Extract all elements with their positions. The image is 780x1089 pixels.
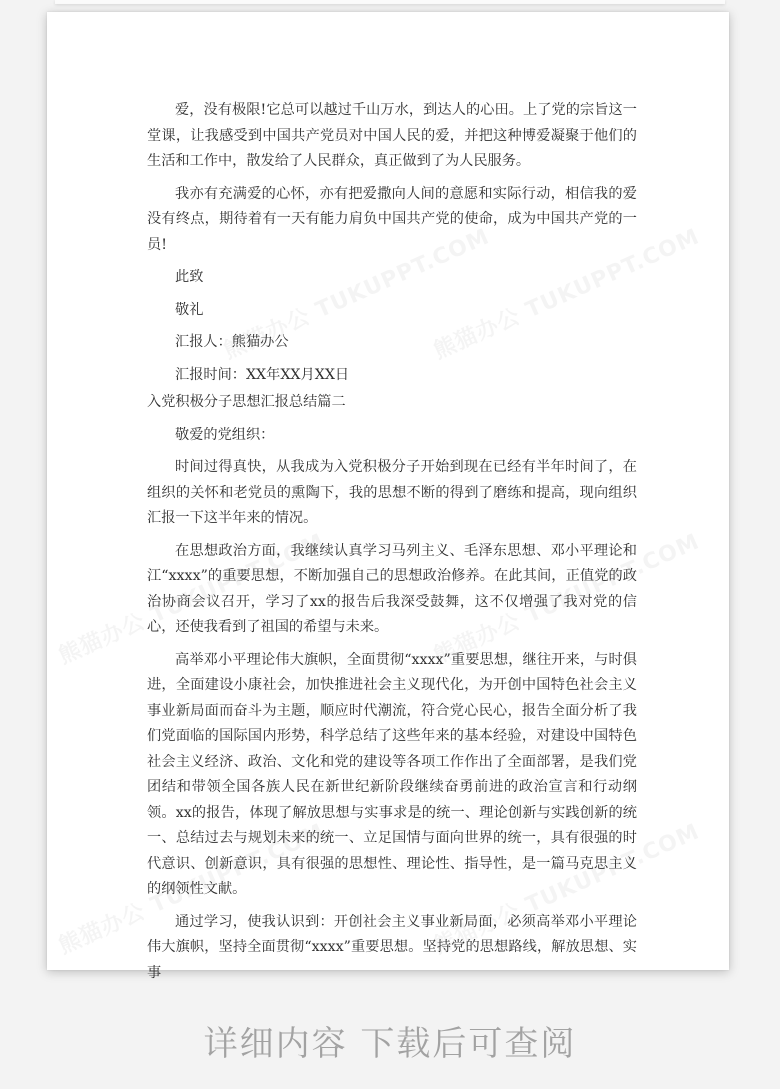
body-paragraph: 爱，没有极限!它总可以越过千山万水，到达人的心田。上了党的宗旨这一堂课，让我感受到中国共产党员对中国人民的爱，并把这种博爱凝聚于他们的生活和工作中，散发给了人民群众，真正做到了为人民服务。 bbox=[147, 102, 637, 169]
document-page bbox=[47, 12, 729, 981]
reporter-line: 汇报人：熊猫办公 bbox=[175, 334, 289, 350]
body-paragraph: 通过学习，使我认识到：开创社会主义事业新局面，必须高举邓小平理论伟大旗帜，坚持全面贯彻“xxxx”重要思想。坚持党的思想路线，解放思想、实事 bbox=[147, 913, 637, 981]
body-paragraph: 我亦有充满爱的心怀，亦有把爱撒向人间的意愿和实际行动，相信我的爱没有终点，期待着有一天有能力肩负中国共产党的使命，成为中国共产党的一员! bbox=[147, 185, 637, 253]
previous-page-edge bbox=[55, 0, 725, 4]
greeting-line: 敬爱的党组织： bbox=[175, 426, 275, 443]
download-hint-text: 详细内容 下载后可查阅 bbox=[203, 1024, 577, 1064]
closing-regards: 敬礼 bbox=[175, 301, 204, 318]
closing-salutation: 此致 bbox=[175, 269, 204, 285]
body-paragraph: 时间过得真快，从我成为入党积极分子开始到现在已经有半年时间了，在组织的关怀和老党员的熏陶下，我的思想不断的得到了磨练和提高，现向组织汇报一下这半年来的情况。 bbox=[147, 459, 637, 526]
section-title: 入党积极分子思想汇报总结篇二 bbox=[147, 394, 346, 410]
body-paragraph: 高举邓小平理论伟大旗帜，全面贯彻“xxxx”重要思想，继往开来，与时俱进，全面建设小康社会，加快推进社会主义现代化，为开创中国特色社会主义事业新局面而奋斗为主题，顺应时代潮流，符合党心民心，报告全面分析了我们党面临的国际国内形势，科学总结了这些年来的基本经验，对建设中国特色社会主义经济、政治、文化和党的建设等各项工作作出了全面部署，是我们党团结和带领全国各族人民在新世纪新阶段继续奋勇前进的政治宣言和行动纲领。xx的报告，体现了解放思想与实事求是的统一、理论创新与实践创新的统一、总结过去与规划未来的统一、立足国情与面向世界的统一，具有很强的时代意识、创新意识，具有很强的思想性、理论性、指导性，是一篇马克思主义的纲领性文献。 bbox=[147, 651, 637, 897]
report-date-line: 汇报时间：XX年XX月XX日 bbox=[175, 366, 350, 383]
document-body bbox=[147, 98, 637, 986]
body-paragraph: 在思想政治方面，我继续认真学习马列主义、毛泽东思想、邓小平理论和江“xxxx”的重要思想，不断加强自己的思想政治修养。在此其间，正值党的政治协商会议召开，学习了xx的报告后我深受鼓舞，这不仅增强了我对党的信心，还使我看到了祖国的希望与未来。 bbox=[147, 542, 637, 635]
